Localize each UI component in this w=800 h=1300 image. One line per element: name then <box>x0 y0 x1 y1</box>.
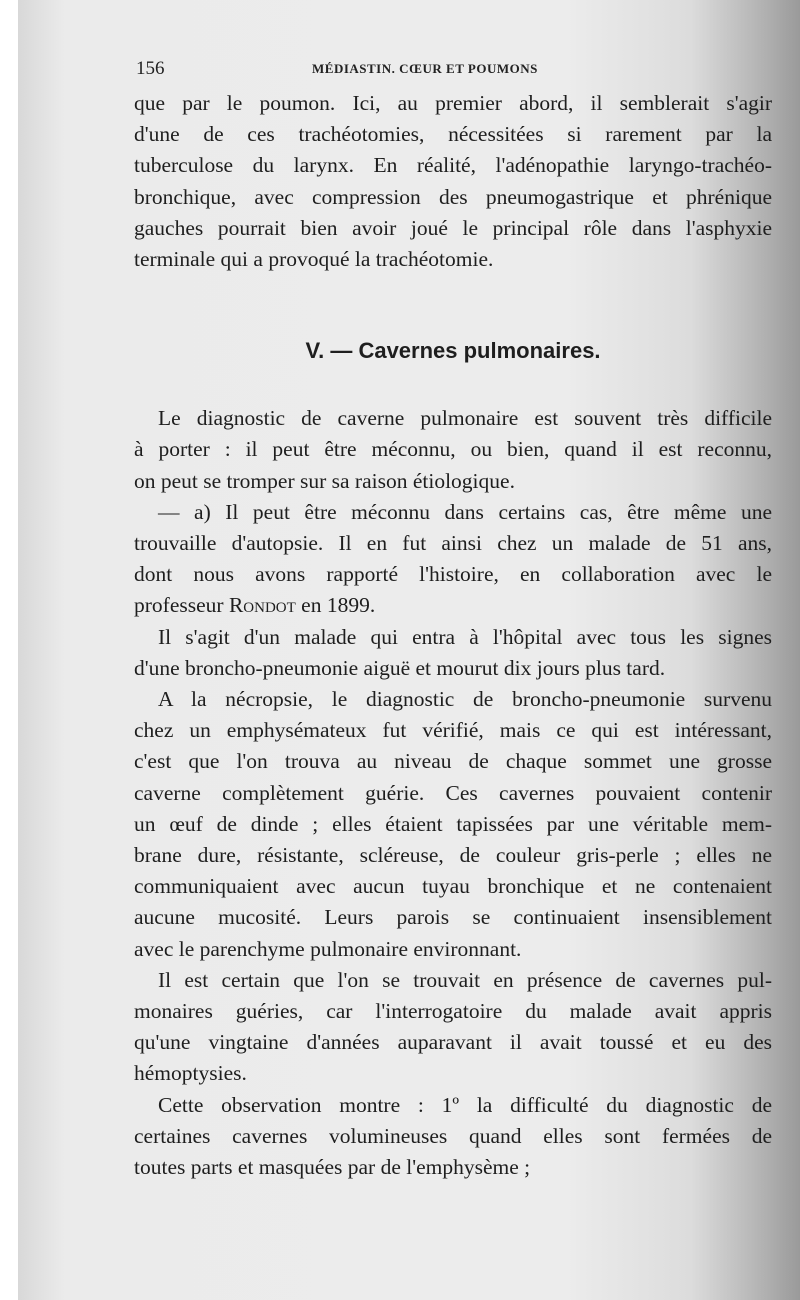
text-fragment: professeur <box>134 593 229 618</box>
text-line: tuberculose du larynx. En réalité, l'adénopathie laryngo-trachéo- <box>134 153 772 178</box>
text-line: chez un emphysémateux fut vérifié, mais ce qui est intéressant, <box>134 718 772 743</box>
text-line: monaires guéries, car l'interrogatoire du malade avait appris <box>134 999 772 1024</box>
section-heading: V. — Cavernes pulmonaires. <box>305 338 601 364</box>
book-page <box>18 0 800 1300</box>
paragraph-observation <box>134 1090 772 1184</box>
text-line: d'une broncho-pneumonie aiguë et mourut dix jours plus tard. <box>134 655 666 680</box>
text-line: certaines cavernes volumineuses quand elles sont fermées de <box>134 1123 772 1148</box>
text-line: Il s'agit d'un malade qui entra à l'hôpital avec tous les signes <box>158 624 772 649</box>
body-text <box>134 88 772 1183</box>
text-line: hémoptysies. <box>134 1061 247 1086</box>
paragraph-diagnostic <box>134 403 772 497</box>
text-line: Il est certain que l'on se trouvait en présence de cavernes pul- <box>158 967 772 992</box>
text-line: aucune mucosité. Leurs parois se continuaient insensiblement <box>134 905 772 930</box>
text-line: que par le poumon. Ici, au premier abord, il semblerait s'agir <box>134 91 772 115</box>
text-line: c'est que l'on trouva au niveau de chaque sommet une grosse <box>134 749 772 774</box>
page-number: 156 <box>136 58 165 79</box>
text-line: gauches pourrait bien avoir joué le principal rôle dans l'asphyxie <box>134 215 772 240</box>
text-line: qu'une vingtaine d'années auparavant il avait toussé et eu des <box>134 1030 772 1055</box>
text-line: d'une de ces trachéotomies, nécessitées si rarement par la <box>134 122 772 147</box>
text-line: avec le parenchyme pulmonaire environnant. <box>134 936 522 961</box>
text-line: bronchique, avec compression des pneumogastrique et phrénique <box>134 184 772 209</box>
running-head: MÉDIASTIN. CŒUR ET POUMONS <box>312 61 538 76</box>
intro-paragraph <box>134 88 772 275</box>
author-name: Rondot <box>228 593 296 618</box>
text-line: A la nécropsie, le diagnostic de broncho-pneumonie survenu <box>158 687 772 712</box>
text-line: — a) Il peut être méconnu dans certains cas, être même une <box>158 499 772 524</box>
text-line <box>134 590 772 621</box>
paragraph-malade <box>134 622 772 684</box>
text-line: terminale qui a provoqué la trachéotomie. <box>134 247 494 272</box>
text-line: à porter : il peut être méconnu, ou bien, quand il est reconnu, <box>134 437 772 462</box>
text-line: Cette observation montre : 1º la difficulté du diagnostic de <box>158 1092 772 1117</box>
text-line: communiquaient avec aucun tuyau bronchique et ne contenaient <box>134 874 772 899</box>
text-line: on peut se tromper sur sa raison étiologique. <box>134 468 515 493</box>
text-line: un œuf de dinde ; elles étaient tapissées par une véritable mem- <box>134 811 772 836</box>
text-line: brane dure, résistante, scléreuse, de couleur gris-perle ; elles ne <box>134 843 772 868</box>
text-line: toutes parts et masquées par de l'emphysème ; <box>134 1155 531 1180</box>
text-fragment: en 1899. <box>295 593 376 618</box>
text-line: Le diagnostic de caverne pulmonaire est souvent très difficile <box>158 406 772 431</box>
paragraph-necropsie <box>134 684 772 965</box>
text-line: dont nous avons rapporté l'histoire, en collaboration avec le <box>134 562 772 587</box>
text-line: trouvaille d'autopsie. Il en fut ainsi chez un malade de 51 ans, <box>134 531 772 556</box>
page-header <box>136 58 756 82</box>
paragraph-certain <box>134 965 772 1090</box>
text-line: caverne complètement guérie. Ces cavernes pouvaient contenir <box>134 780 772 805</box>
paragraph-meconnu <box>134 497 772 622</box>
